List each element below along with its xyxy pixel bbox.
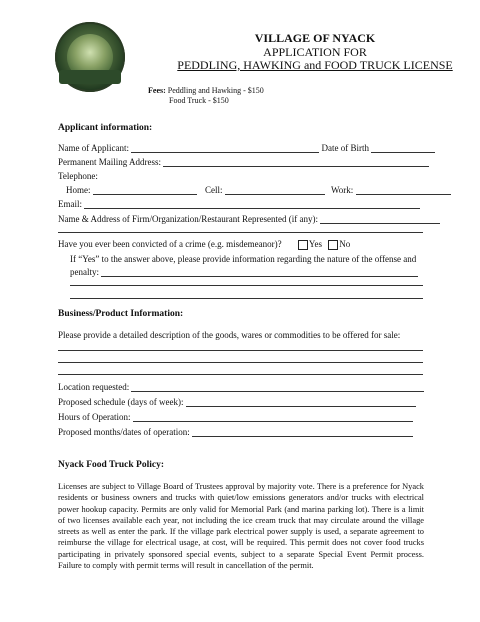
work-phone-field[interactable] xyxy=(356,186,451,195)
firm-row xyxy=(58,214,440,224)
penalty-label: penalty: xyxy=(70,267,99,277)
cell-phone-field[interactable] xyxy=(225,186,325,195)
hours-field[interactable] xyxy=(133,413,413,422)
fee-food-truck: Food Truck - $150 xyxy=(169,96,229,105)
no-checkbox[interactable] xyxy=(328,240,338,250)
mailing-field[interactable] xyxy=(163,158,429,167)
form-subtitle: APPLICATION FOR xyxy=(263,45,367,59)
home-label: Home: xyxy=(66,185,91,195)
policy-text: Licenses are subject to Village Board of Trustees approval by majority vote. There is a preference for Nyack residents or business owners and trucks with quiet/low emissions generators and/or trucks with electrical power hookup capacity. Permits are only valid for Memorial Park (and marina parking lot). There is a limit of two licenses available each year, not including the ice cream truck that may circulate around the village streets as well as enter the park. If the village park electrical power supply is used, a separate agreement to reimburse the village for electrical usage, at cost, will be required. This permit does not cover food trucks participating in privately sponsored special events, subject to a separate Special Event Permit process. Failure to comply with permit terms will result in cancellation of the permit. xyxy=(58,482,424,571)
dob-label: Date of Birth xyxy=(321,143,369,153)
telephone-label: Telephone: xyxy=(58,171,98,181)
business-heading: Business/Product Information: xyxy=(58,309,184,319)
schedule-label: Proposed schedule (days of week): xyxy=(58,397,184,407)
description-line1[interactable] xyxy=(58,350,423,351)
location-label: Location requested: xyxy=(58,382,130,392)
fee-peddling: Peddling and Hawking - $150 xyxy=(167,86,264,95)
location-row xyxy=(58,382,424,392)
months-row xyxy=(58,427,413,437)
schedule-field[interactable] xyxy=(186,398,416,407)
fees-block xyxy=(148,86,264,106)
name-row xyxy=(58,143,435,153)
no-label: No xyxy=(339,239,351,249)
crime-followup-1: If “Yes” to the answer above, please provide information regarding the nature of the offense and xyxy=(70,254,417,264)
policy-heading: Nyack Food Truck Policy: xyxy=(58,460,164,470)
location-field[interactable] xyxy=(131,383,424,392)
penalty-field[interactable] xyxy=(101,268,418,277)
firm-field[interactable] xyxy=(320,215,440,224)
description-prompt: Please provide a detailed description of the goods, wares or commodities to be offered for sale: xyxy=(58,330,401,340)
yes-label: Yes xyxy=(308,239,323,249)
name-field[interactable] xyxy=(131,144,319,153)
yes-checkbox[interactable] xyxy=(298,240,308,250)
crime-row xyxy=(58,239,350,250)
cell-label: Cell: xyxy=(205,185,223,195)
email-label: Email: xyxy=(58,199,82,209)
village-seal-logo xyxy=(55,22,125,92)
mailing-row xyxy=(58,157,429,167)
penalty-field-line2[interactable] xyxy=(70,285,423,286)
description-line3[interactable] xyxy=(58,374,423,375)
firm-label: Name & Address of Firm/Organization/Restaurant Represented (if any): xyxy=(58,214,319,224)
hours-label: Hours of Operation: xyxy=(58,412,131,422)
dob-field[interactable] xyxy=(371,144,435,153)
mailing-label: Permanent Mailing Address: xyxy=(58,157,161,167)
form-subtitle-license: PEDDLING, HAWKING and FOOD TRUCK LICENSE xyxy=(177,58,453,72)
penalty-field-line3[interactable] xyxy=(70,298,423,299)
description-line2[interactable] xyxy=(58,362,423,363)
fees-label: Fees: xyxy=(148,86,166,95)
applicant-heading: Applicant information: xyxy=(58,123,153,133)
form-title: VILLAGE OF NYACK xyxy=(254,31,376,45)
schedule-row xyxy=(58,397,416,407)
email-field[interactable] xyxy=(84,200,420,209)
home-phone-field[interactable] xyxy=(93,186,197,195)
hours-row xyxy=(58,412,413,422)
phone-row xyxy=(66,185,451,195)
months-field[interactable] xyxy=(192,428,413,437)
penalty-row xyxy=(70,267,418,277)
months-label: Proposed months/dates of operation: xyxy=(58,427,190,437)
work-label: Work: xyxy=(331,185,354,195)
name-label: Name of Applicant: xyxy=(58,143,129,153)
email-row xyxy=(58,199,420,209)
crime-question: Have you ever been convicted of a crime (e.g. misdemeanor)? xyxy=(58,239,282,249)
firm-field-line2[interactable] xyxy=(58,232,423,233)
